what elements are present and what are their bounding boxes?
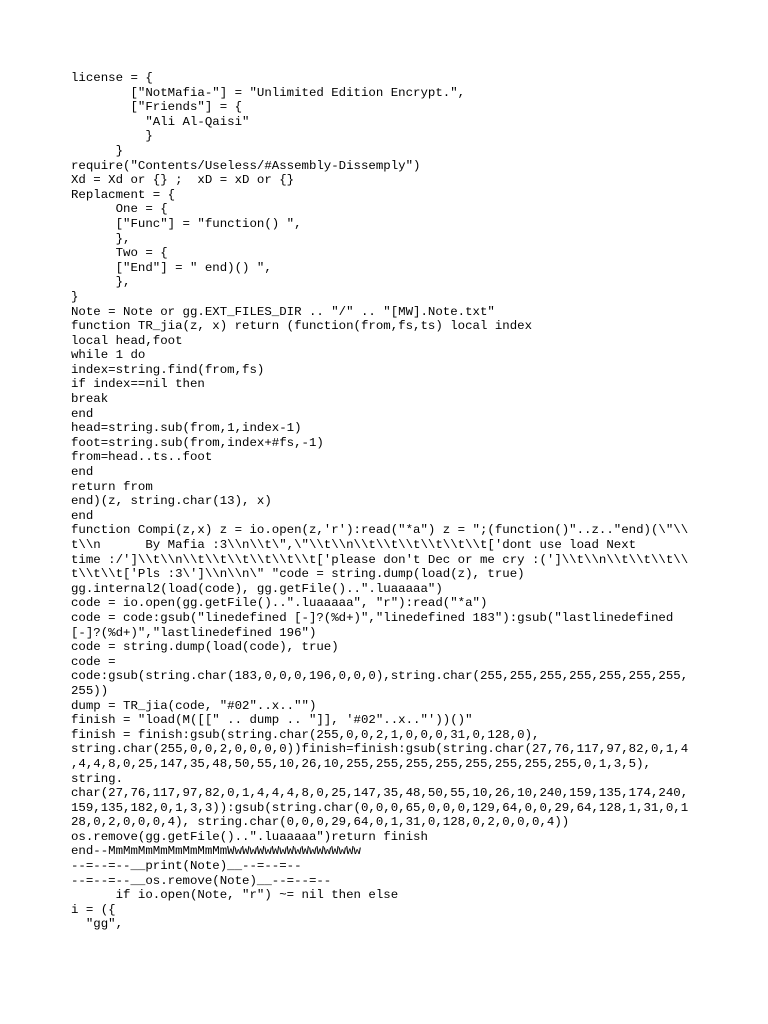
code-line: function TR_jia(z, x) return (function(from,fs,ts) local index [71, 319, 533, 334]
code-line: ["NotMafia-"] = "Unlimited Edition Encrypt.", [71, 85, 466, 100]
code-line: break [71, 392, 109, 407]
code-line: char(27,76,117,97,82,0,1,4,4,4,8,0,25,147,35,48,50,55,10,26,10,240,159,135,174,240, [71, 786, 689, 801]
code-line: } [71, 143, 124, 158]
code-line: }, [71, 275, 131, 290]
code-line: Xd = Xd or {} ; xD = xD or {} [71, 173, 295, 188]
code-line: local head,foot [71, 333, 183, 348]
code-line: --=--=--__os.remove(Note)__--=--=-- [71, 873, 332, 888]
code-line: [-]?(%d+)","lastlinedefined 196") [71, 625, 317, 640]
code-line: if io.open(Note, "r") ~= nil then else [71, 888, 399, 903]
code-line: string.char(255,0,0,2,0,0,0,0))finish=finish:gsub(string.char(27,76,117,97,82,0,1,4 [71, 742, 689, 757]
code-line: "Ali Al-Qaisi" [71, 114, 250, 129]
code-line: ,4,4,8,0,25,147,35,48,50,55,10,26,10,255,255,255,255,255,255,255,255,0,1,3,5), [71, 756, 651, 771]
code-line: Two = { [71, 246, 168, 261]
code-line: os.remove(gg.getFile()..".luaaaaa")return finish [71, 829, 428, 844]
code-line: return from [71, 479, 153, 494]
code-line: code = io.open(gg.getFile()..".luaaaaa", "r"):read("*a") [71, 596, 488, 611]
code-line: t\\t\\t['Pls :3\']\\n\\n\" "code = string.dump(load(z), true) [71, 567, 525, 582]
code-line: end--MmMmMmMmMmMmMmMmWwWwWwWwWwWwWwWwWw [71, 844, 361, 859]
code-listing [71, 71, 711, 932]
code-line: Replacment = { [71, 187, 176, 202]
code-line: if index==nil then [71, 377, 205, 392]
code-line: gg.internal2(load(code), gg.getFile()..".luaaaaa") [71, 581, 443, 596]
code-line: end [71, 508, 94, 523]
code-line: code = [71, 654, 116, 669]
code-line: string. [71, 771, 124, 786]
code-line: while 1 do [71, 348, 146, 363]
code-line: code:gsub(string.char(183,0,0,0,196,0,0,0),string.char(255,255,255,255,255,255,255, [71, 669, 689, 684]
code-line: finish = finish:gsub(string.char(255,0,0,2,1,0,0,0,31,0,128,0), [71, 727, 540, 742]
code-line: index=string.find(from,fs) [71, 362, 265, 377]
code-line: function Compi(z,x) z = io.open(z,'r'):read("*a") z = ";(function()"..z.."end)(\"\\ [71, 523, 689, 538]
code-line: require("Contents/Useless/#Assembly-Dissemply") [71, 158, 421, 173]
code-line: Note = Note or gg.EXT_FILES_DIR .. "/" .. "[MW].Note.txt" [71, 304, 495, 319]
code-line: ["End"] = " end)() ", [71, 260, 272, 275]
code-line: finish = "load(M([[" .. dump .. "]], '#02"..x.."'))()" [71, 713, 473, 728]
code-line: One = { [71, 202, 168, 217]
code-line: t\\n By Mafia :3\\n\\t\",\"\\t\\n\\t\\t\\t\\t\\t\\t['dont use load Next [71, 538, 637, 552]
code-line: license = { [71, 71, 153, 85]
code-line: end)(z, string.char(13), x) [71, 494, 272, 509]
code-line: } [71, 289, 79, 304]
code-line: end [71, 465, 94, 480]
code-line: --=--=--__print(Note)__--=--=-- [71, 859, 302, 874]
code-line: ["Func"] = "function() ", [71, 216, 302, 231]
code-line: end [71, 406, 94, 421]
code-line: code = code:gsub("linedefined [-]?(%d+)","linedefined 183"):gsub("lastlinedefined [71, 610, 674, 625]
code-line: ["Friends"] = { [71, 100, 243, 115]
code-line: time :/']\\t\\n\\t\\t\\t\\t\\t\\t['please don't Dec or me cry :(']\\t\\n\\t\\t\\t\\ [71, 552, 689, 567]
code-line: 159,135,182,0,1,3,3)):gsub(string.char(0,0,0,65,0,0,0,129,64,0,0,29,64,128,1,31,0,1 [71, 800, 689, 815]
code-line: foot=string.sub(from,index+#fs,-1) [71, 435, 324, 450]
code-line: head=string.sub(from,1,index-1) [71, 421, 302, 436]
code-line: } [71, 129, 153, 144]
code-line: code = string.dump(load(code), true) [71, 640, 339, 655]
code-line: i = ({ [71, 902, 116, 917]
code-line: dump = TR_jia(code, "#02"..x.."") [71, 698, 317, 713]
code-line: }, [71, 231, 131, 246]
code-line: 28,0,2,0,0,0,4), string.char(0,0,0,29,64,0,1,31,0,128,0,2,0,0,0,4)) [71, 815, 570, 830]
code-line: 255)) [71, 683, 109, 698]
code-line: from=head..ts..foot [71, 450, 213, 465]
code-line: "gg", [71, 917, 124, 932]
